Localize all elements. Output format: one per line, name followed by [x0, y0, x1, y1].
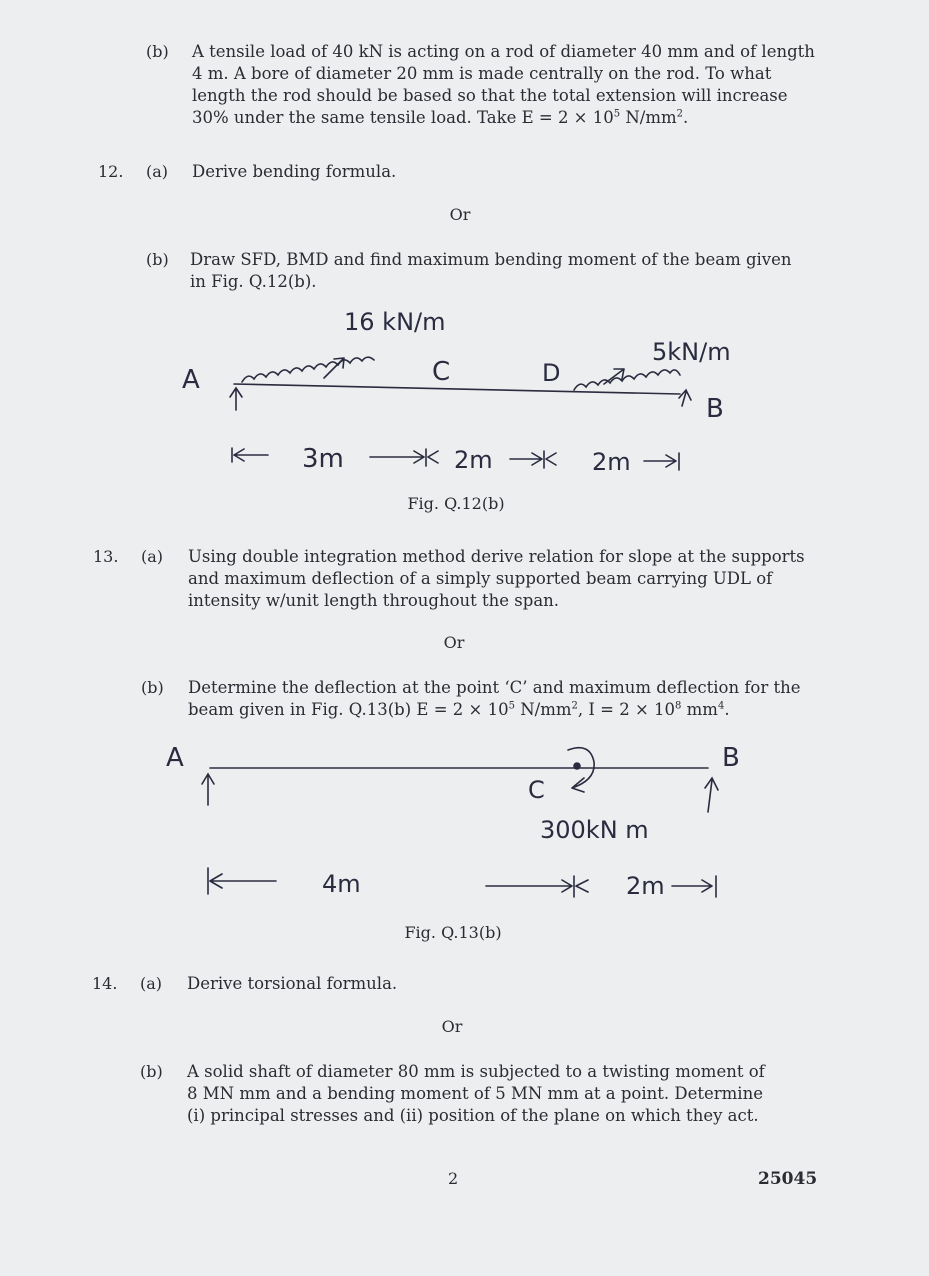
figure-caption-q12b: Fig. Q.12(b) [407, 494, 505, 513]
q14-or: Or [441, 1017, 463, 1036]
dim-start-tick-q13 [208, 868, 276, 894]
q13-a-line-3: intensity w/unit length throughout the span. [188, 591, 560, 610]
q13-number: 13. [93, 547, 119, 566]
load-label-16: 16 kN/m [344, 308, 446, 336]
dim-end-tick-q13 [672, 876, 716, 897]
q14-b-line-2: 8 MN mm and a bending moment of 5 MN mm at a point. Determine [187, 1084, 763, 1103]
q11-b-label: (b) [146, 42, 169, 61]
q13-or: Or [443, 633, 465, 652]
q13-b-line-2: beam given in Fig. Q.13(b) $E = 2 \times 10^5$ $N/mm^2$, $I = 2 \times 10^8$ $mm^4$. [188, 700, 730, 719]
dim-label-3-q12: 2m [592, 448, 631, 476]
dim-label-2-q12: 2m [454, 446, 493, 474]
page-number: 2 [448, 1169, 459, 1188]
q11-b-line-1: A tensile load of 40 kN is acting on a rod of diameter 40 mm and of length [192, 42, 815, 61]
moment-label: 300kN m [540, 816, 649, 844]
q13-b-line-1: Determine the deflection at the point ‘C’ and maximum deflection for the [188, 678, 801, 697]
q14-a-text: Derive torsional formula. [187, 974, 398, 993]
support-arrow-b-q13 [705, 778, 718, 812]
point-c-q12: C [432, 357, 451, 387]
q12-a-label: (a) [146, 162, 169, 181]
q14-b-line-1: A solid shaft of diameter 80 mm is subjected to a twisting moment of [187, 1062, 765, 1081]
q12-b-line-2: in Fig. Q.12(b). [190, 272, 317, 291]
q11-b-line-3: length the rod should be based so that the total extension will increase [192, 86, 788, 105]
q14-b-text [187, 1061, 817, 1127]
point-b-q12: B [706, 394, 724, 424]
q14-b-line-3: (i) principal stresses and (ii) position of the plane on which they act. [187, 1106, 759, 1125]
q11-b-line-4: 30% under the same tensile load. Take $E = 2 \times 10^5$ $N/mm^2$. [192, 108, 689, 127]
point-b-q13: B [722, 743, 740, 773]
paper-code: 25045 [758, 1169, 818, 1189]
q12-b-line-1: Draw SFD, BMD and find maximum bending moment of the beam given [190, 250, 792, 269]
q12-number: 12. [98, 162, 124, 181]
load-label-5: 5kN/m [652, 338, 731, 366]
figure-caption-q13b: Fig. Q.13(b) [404, 923, 502, 942]
q14-b-label: (b) [140, 1062, 163, 1081]
q12-a-text: Derive bending formula. [192, 162, 397, 181]
point-d-q12: D [542, 359, 561, 387]
moment-arrow-icon [568, 748, 594, 792]
dim-tick-c-q13 [486, 876, 588, 897]
dim-label-1-q12: 3m [302, 444, 344, 474]
q13-b-label: (b) [141, 678, 164, 697]
dim-label-2-q13: 2m [626, 872, 665, 900]
dim-label-1-q13: 4m [322, 870, 361, 898]
q13-a-line-2: and maximum deflection of a simply supported beam carrying UDL of [188, 569, 773, 588]
q14-number: 14. [92, 974, 118, 993]
q13-a-label: (a) [141, 547, 164, 566]
point-a-q12: A [182, 365, 200, 395]
q12-or: Or [449, 205, 471, 224]
point-c-q13: C [528, 776, 545, 804]
point-c-dot [574, 763, 580, 769]
q12-b-label: (b) [146, 250, 169, 269]
point-a-q13: A [166, 743, 184, 773]
q14-a-label: (a) [140, 974, 163, 993]
support-arrow-a-q13 [202, 774, 214, 805]
q13-a-line-1: Using double integration method derive relation for slope at the supports [188, 547, 805, 566]
q11-b-line-2: 4 m. A bore of diameter 20 mm is made centrally on the rod. To what [192, 64, 772, 83]
